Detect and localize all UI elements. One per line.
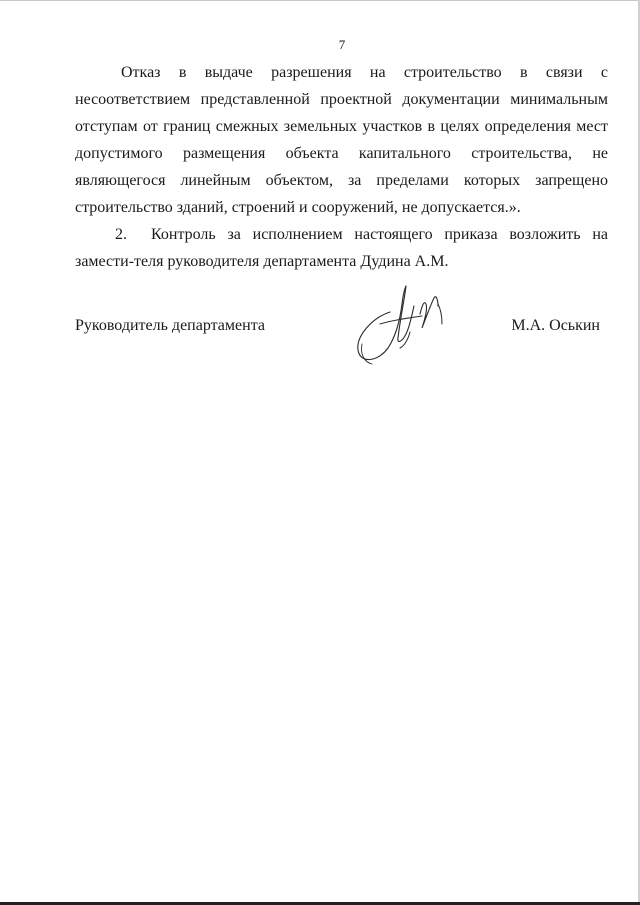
item-text: Контроль за исполнением настоящего приказа возложить на замести-теля руководителя департамента Дудина А.М. bbox=[75, 226, 608, 270]
handwritten-signature-icon bbox=[350, 284, 450, 366]
signatory-name: М.А. Оськин bbox=[511, 317, 600, 334]
document-body bbox=[75, 59, 608, 275]
signatory-role: Руководитель департамента bbox=[75, 317, 265, 334]
item-number: 2. bbox=[115, 226, 127, 243]
paragraph-refusal-clause: Отказ в выдаче разрешения на строительство в связи с несоответствием представленной проектной документации минимальным отступам от границ смежных земельных участков в целях определения мест допустимого размещения объекта капитального строительства, не являющегося линейным объектом, за пределами которых запрещено строительство зданий, строений и сооружений, не допускается.». bbox=[75, 64, 608, 216]
signature-block bbox=[75, 317, 600, 347]
page-number: 7 bbox=[338, 37, 346, 52]
page-border-top bbox=[0, 0, 640, 1]
numbered-item-2 bbox=[75, 221, 608, 275]
